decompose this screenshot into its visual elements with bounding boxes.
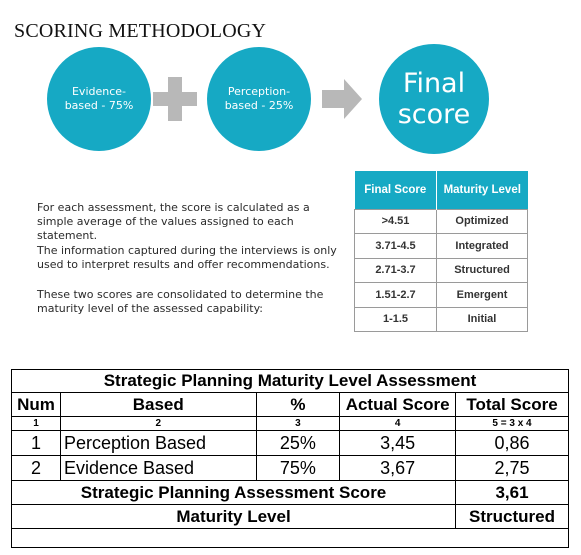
maturity-range: 1-1.5 — [355, 307, 437, 332]
final-score-label: Final score — [397, 68, 471, 130]
maturity-row — [355, 258, 528, 283]
maturity-row — [355, 307, 528, 332]
assessment-score-value: 3,61 — [456, 481, 569, 505]
evidence-based-label: Evidence-based - 75% — [64, 85, 134, 112]
header-num: Num — [12, 393, 61, 417]
subheader-cell: 4 — [340, 417, 456, 431]
maturity-level-table — [354, 171, 528, 332]
evidence-based-circle — [47, 47, 151, 151]
maturity-header-row — [355, 171, 528, 209]
assessment-header-row — [12, 393, 569, 417]
perception-based-circle — [207, 47, 311, 151]
maturity-range: >4.51 — [355, 209, 437, 234]
maturity-header-final-score: Final Score — [355, 171, 437, 209]
maturity-level: Structured — [437, 258, 528, 283]
header-actual-score: Actual Score — [340, 393, 456, 417]
subheader-cell: 5 = 3 x 4 — [456, 417, 569, 431]
header-total-score: Total Score — [456, 393, 569, 417]
row-based: Perception Based — [60, 431, 256, 456]
perception-based-label: Perception-based - 25% — [224, 85, 294, 112]
row-total-score: 0,86 — [456, 431, 569, 456]
paragraph-interviews: The information captured during the interviews is only used to interpret results and offer recommendations. — [37, 244, 337, 271]
page-heading: SCORING METHODOLOGY — [14, 20, 267, 42]
assessment-row-perception — [12, 431, 569, 456]
row-actual-score: 3,45 — [340, 431, 456, 456]
row-percent: 25% — [256, 431, 340, 456]
header-based: Based — [60, 393, 256, 417]
row-based: Evidence Based — [60, 456, 256, 481]
paragraph-consolidated: These two scores are consolidated to determine the maturity level of the assessed capability: — [37, 288, 324, 315]
maturity-level: Initial — [437, 307, 528, 332]
arrow-right-icon — [322, 79, 362, 119]
maturity-range: 2.71-3.7 — [355, 258, 437, 283]
maturity-level-label: Maturity Level — [12, 505, 456, 529]
assessment-subheader-row — [12, 417, 569, 431]
assessment-score-label: Strategic Planning Assessment Score — [12, 481, 456, 505]
maturity-row — [355, 283, 528, 308]
maturity-level-value: Structured — [456, 505, 569, 529]
final-score-circle — [379, 44, 489, 154]
maturity-level: Optimized — [437, 209, 528, 234]
row-total-score: 2,75 — [456, 456, 569, 481]
assessment-level-row — [12, 505, 569, 529]
subheader-cell: 1 — [12, 417, 61, 431]
maturity-header-level: Maturity Level — [437, 171, 528, 209]
maturity-level: Emergent — [437, 283, 528, 308]
maturity-row — [355, 234, 528, 259]
paragraph-average: For each assessment, the score is calculated as a simple average of the values assigned to each statement. — [37, 201, 310, 242]
header-percent: % — [256, 393, 340, 417]
row-percent: 75% — [256, 456, 340, 481]
maturity-row — [355, 209, 528, 234]
assessment-score-row — [12, 481, 569, 505]
row-actual-score: 3,67 — [340, 456, 456, 481]
assessment-title-row — [12, 370, 569, 393]
subheader-cell: 2 — [60, 417, 256, 431]
subheader-cell: 3 — [256, 417, 340, 431]
maturity-level: Integrated — [437, 234, 528, 259]
assessment-title: Strategic Planning Maturity Level Assessment — [12, 370, 569, 393]
row-num: 1 — [12, 431, 61, 456]
row-num: 2 — [12, 456, 61, 481]
maturity-range: 1.51-2.7 — [355, 283, 437, 308]
assessment-row-evidence — [12, 456, 569, 481]
maturity-range: 3.71-4.5 — [355, 234, 437, 259]
assessment-table — [11, 369, 569, 529]
